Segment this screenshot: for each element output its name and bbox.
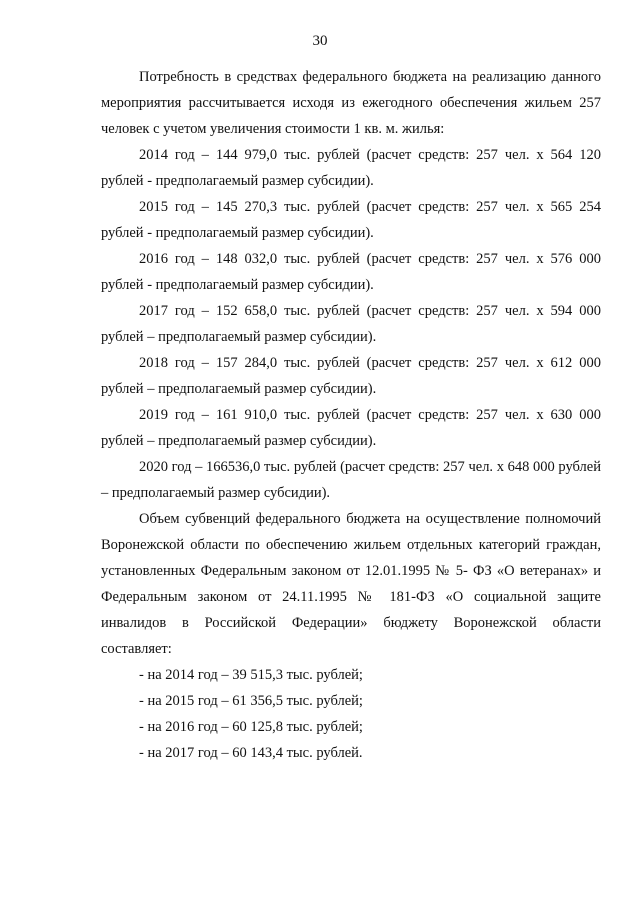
list-item-2016: - на 2016 год – 60 125,8 тыс. рублей; xyxy=(139,719,363,735)
year-paragraph-2020: 2020 год – 166536,0 тыс. рублей (расчет средств: 257 чел. х 648 000 рублей – предполагаемый размер субсидии). xyxy=(101,459,601,501)
intro-paragraph: Потребность в средствах федерального бюджета на реализацию данного мероприятия рассчитывается исходя из ежегодного обеспечения жильем 257 человек с учетом увеличения стоимости 1 кв. м. жилья: xyxy=(101,69,601,137)
year-paragraph-2016: 2016 год – 148 032,0 тыс. рублей (расчет средств: 257 чел. х 576 000 рублей - предполагаемый размер субсидии). xyxy=(101,251,601,293)
page-number: 30 xyxy=(312,33,328,49)
year-paragraph-2018: 2018 год – 157 284,0 тыс. рублей (расчет средств: 257 чел. х 612 000 рублей – предполагаемый размер субсидии). xyxy=(101,355,601,397)
year-paragraph-2014: 2014 год – 144 979,0 тыс. рублей (расчет средств: 257 чел. х 564 120 рублей - предполагаемый размер субсидии). xyxy=(101,147,601,189)
list-item-2014: - на 2014 год – 39 515,3 тыс. рублей; xyxy=(139,667,363,683)
subvention-paragraph: Объем субвенций федерального бюджета на осуществление полномочий Воронежской области по обеспечению жильем отдельных категорий граждан, установленных Федеральным законом от 12.01.1995 № 5- ФЗ «О ветеранах» и Федеральным законом от 24.11.1995 № 181-ФЗ «О социальной защите инвалидов в Российской Федерации» бюджету Воронежской области составляет: xyxy=(101,511,601,657)
list-item-2017: - на 2017 год – 60 143,4 тыс. рублей. xyxy=(139,745,363,761)
year-paragraph-2017: 2017 год – 152 658,0 тыс. рублей (расчет средств: 257 чел. х 594 000 рублей – предполагаемый размер субсидии). xyxy=(101,303,601,345)
year-paragraph-2015: 2015 год – 145 270,3 тыс. рублей (расчет средств: 257 чел. х 565 254 рублей - предполагаемый размер субсидии). xyxy=(101,199,601,241)
document-body xyxy=(101,64,601,766)
list-item-2015: - на 2015 год – 61 356,5 тыс. рублей; xyxy=(139,693,363,709)
year-paragraph-2019: 2019 год – 161 910,0 тыс. рублей (расчет средств: 257 чел. х 630 000 рублей – предполагаемый размер субсидии). xyxy=(101,407,601,449)
